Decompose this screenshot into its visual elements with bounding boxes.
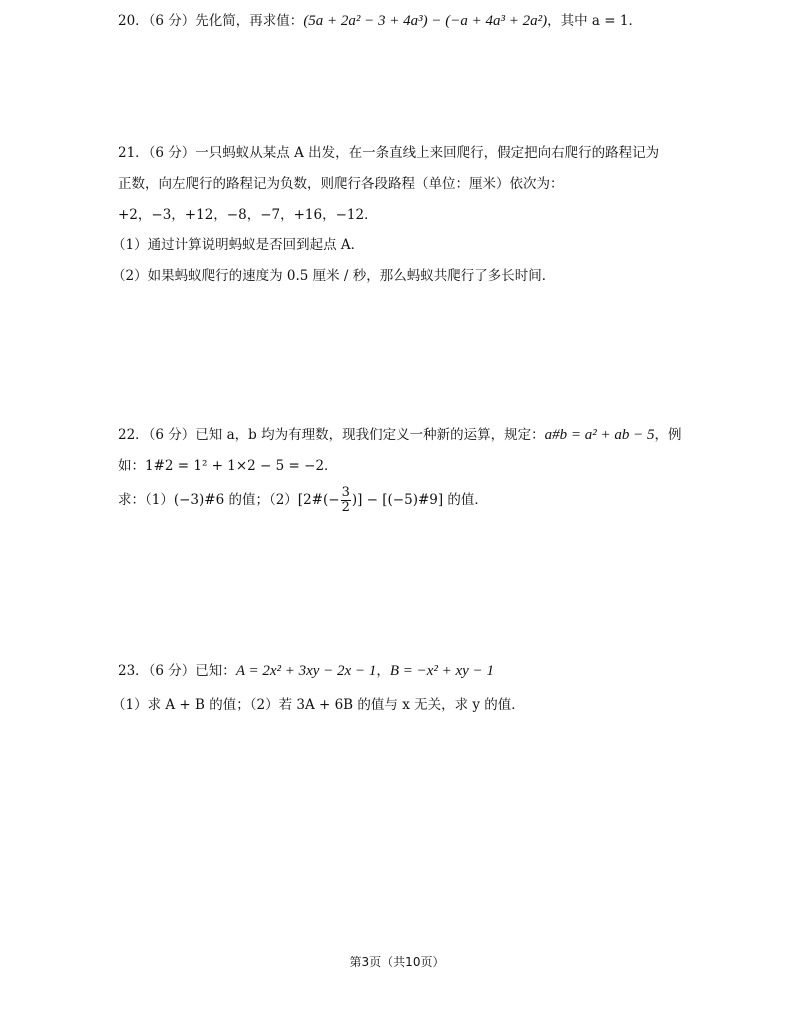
q22-tail: ，例 — [654, 427, 682, 443]
q22-ask-suffix: )] − [(−5)#9] 的值． — [351, 492, 488, 508]
q20-tail: ，其中 a = 1． — [547, 13, 642, 29]
q22-rule: a#b = a² + ab − 5 — [544, 427, 655, 443]
question-20 — [118, 11, 642, 31]
q22-example: 如：1#2 = 1² + 1×2 − 5 = −2． — [118, 458, 338, 474]
q21-part-1: （1）通过计算说明蚂蚁是否回到起点 A． — [112, 237, 365, 253]
q23-intro: 23．（6 分）已知： — [118, 663, 236, 679]
q22-fraction — [341, 486, 351, 515]
q21-part-2: （2）如果蚂蚁爬行的速度为 0.5 厘米 / 秒，那么蚂蚁共爬行了多长时间． — [112, 268, 556, 284]
q21-line-2: 正数，向左爬行的路程记为负数，则爬行各段路程（单位：厘米）依次为： — [118, 176, 564, 192]
q22-fraction-denominator: 2 — [341, 500, 350, 515]
page-number-footer: 第3页（共10页） — [349, 955, 445, 969]
q23-parts: （1）求 A + B 的值；（2）若 3A + 6B 的值与 x 无关，求 y 的值． — [112, 697, 525, 713]
q23-expr-a: A = 2x² + 3xy − 2x − 1 — [235, 663, 377, 679]
q22-fraction-numerator: 3 — [341, 485, 350, 500]
q21-line-1: 21．（6 分）一只蚂蚁从某点 A 出发，在一条直线上来回爬行，假定把向右爬行的路程记为 — [118, 145, 660, 161]
q23-separator: ， — [376, 663, 390, 679]
q22-ask-prefix: 求：（1）(−3)#6 的值；（2）[2#(− — [118, 492, 340, 508]
q20-label: 20．（6 分）先化简，再求值： — [118, 13, 304, 29]
q22-intro: 22．（6 分）已知 a，b 均为有理数，现我们定义一种新的运算，规定： — [118, 427, 545, 443]
q23-line-1 — [118, 661, 494, 681]
q20-expression: (5a + 2a² − 3 + 4a³) − (−a + 4a³ + 2a²) — [303, 13, 548, 29]
q22-question — [118, 484, 488, 516]
q23-expr-b: B = −x² + xy − 1 — [389, 663, 494, 679]
q22-line-1 — [118, 425, 681, 445]
q21-distances: +2，−3，+12，−8，−7，+16，−12． — [118, 207, 378, 223]
